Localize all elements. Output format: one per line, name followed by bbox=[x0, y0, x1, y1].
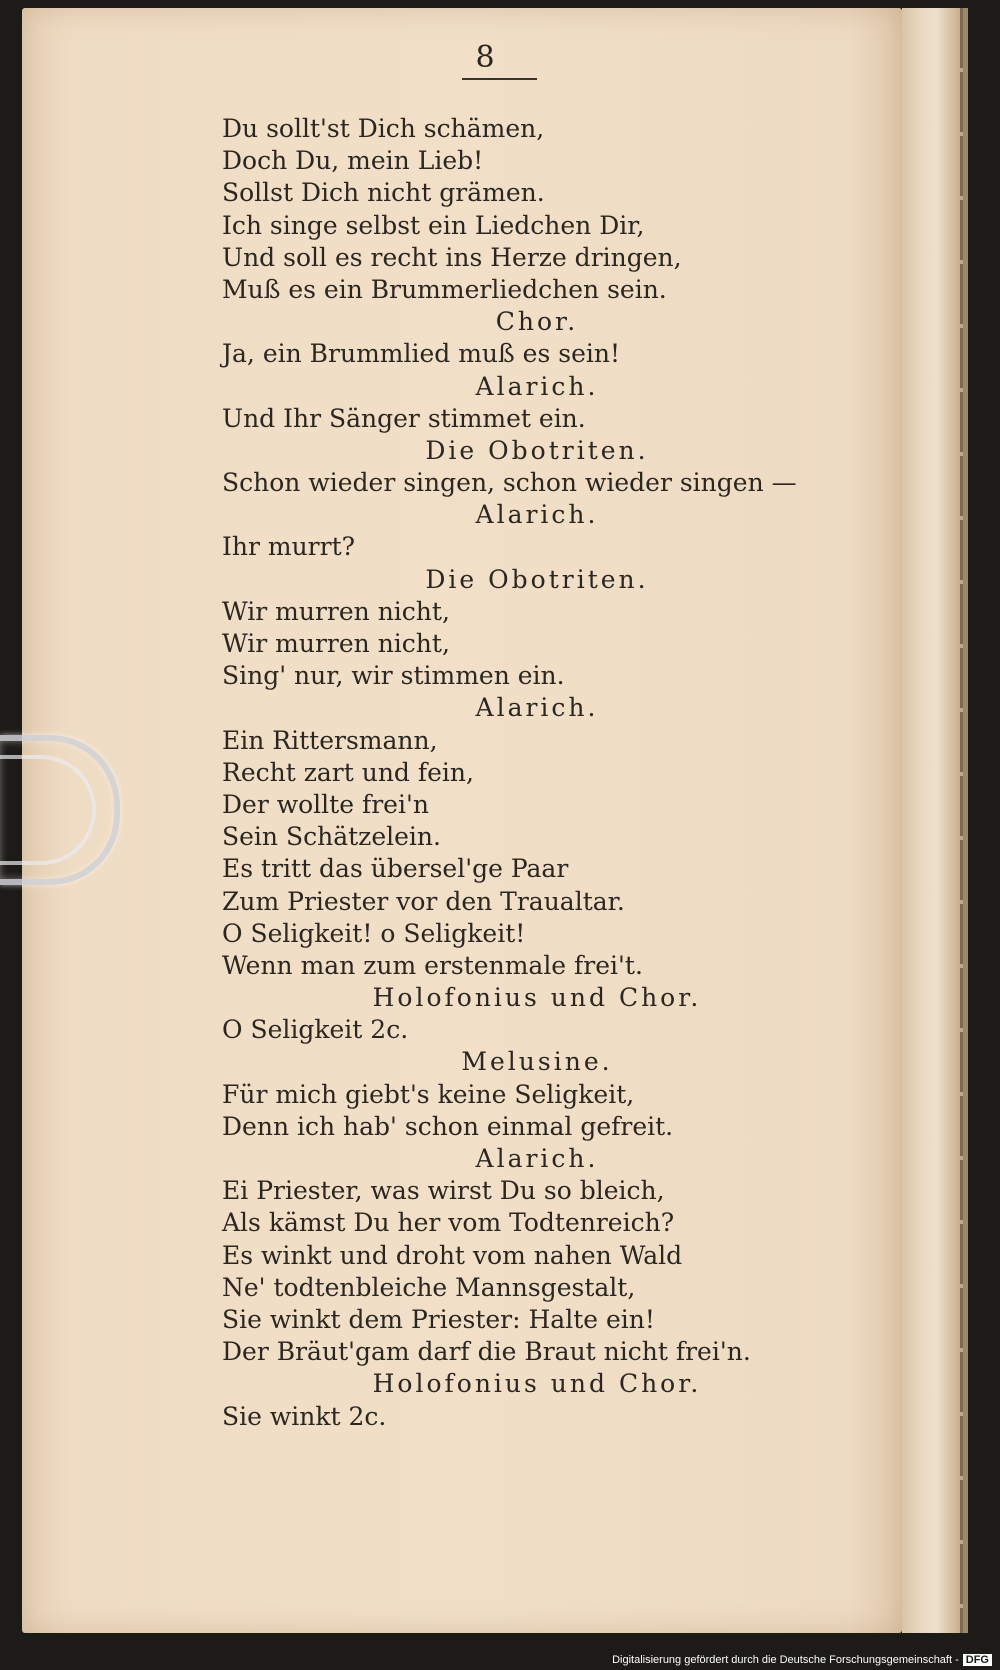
verse-line: Ei Priester, was wirst Du so bleich, bbox=[222, 1176, 665, 1206]
verse-text bbox=[222, 113, 797, 1433]
verse-line: Sollst Dich nicht grämen. bbox=[222, 178, 545, 208]
verse-line: Und Ihr Sänger stimmet ein. bbox=[222, 403, 586, 433]
verse-line: Wir murren nicht, bbox=[222, 596, 450, 626]
verse-line: Wir murren nicht, bbox=[222, 629, 450, 658]
speaker-name: Melusine. bbox=[461, 1047, 613, 1077]
footer-text: Digitalisierung gefördert durch die Deutsche Forschungsgemeinschaft - bbox=[612, 1654, 959, 1666]
verse-line: Zum Priester vor den Traualtar. bbox=[222, 886, 625, 916]
verse-line: Du sollt'st Dich schämen, bbox=[222, 114, 545, 143]
verse-line: Sing' nur, wir stimmen ein. bbox=[222, 661, 565, 691]
dfg-logo: DFG bbox=[963, 1654, 992, 1666]
footer-credit bbox=[612, 1654, 992, 1666]
speaker-name: Alarich. bbox=[475, 693, 599, 723]
verse-line: Für mich giebt's keine Seligkeit, bbox=[222, 1079, 635, 1109]
verse-line: Ne' todtenbleiche Mannsgestalt, bbox=[222, 1272, 636, 1302]
verse-line: Schon wieder singen, schon wieder singen — bbox=[222, 468, 797, 498]
verse-line: Ich singe selbst ein Liedchen Dir, bbox=[222, 210, 645, 240]
speaker-name: Alarich. bbox=[475, 1144, 599, 1173]
verse-line: O Seligkeit 2c. bbox=[222, 1015, 409, 1045]
verse-line: Doch Du, mein Lieb! bbox=[222, 146, 484, 176]
verse-line: Sie winkt 2c. bbox=[222, 1401, 387, 1431]
speaker-name: Die Obotriten. bbox=[425, 564, 649, 594]
speaker-name: Alarich. bbox=[475, 371, 599, 401]
verse-line: Und soll es recht ins Herze dringen, bbox=[222, 242, 682, 272]
verse-line: Sein Schätzelein. bbox=[222, 822, 441, 852]
page-number-rule bbox=[462, 78, 537, 80]
verse-line: Es winkt und droht vom nahen Wald bbox=[222, 1240, 683, 1270]
verse-line: Es tritt das übersel'ge Paar bbox=[222, 854, 569, 884]
verse-line: Denn ich hab' schon einmal gefreit. bbox=[222, 1111, 674, 1141]
page-number: 8 bbox=[475, 40, 495, 75]
verse-line: Recht zart und fein, bbox=[222, 757, 474, 787]
verse-line: Sie winkt dem Priester: Halte ein! bbox=[222, 1304, 655, 1334]
verse-line: Ein Rittersmann, bbox=[222, 725, 438, 755]
speaker-name: Holofonius und Chor. bbox=[372, 1369, 702, 1399]
verse-line: Ihr murrt? bbox=[222, 532, 356, 562]
verse-line: Der wollte frei'n bbox=[222, 789, 429, 819]
speaker-name: Chor. bbox=[495, 307, 579, 337]
verse-line: Muß es ein Brummerliedchen sein. bbox=[222, 274, 667, 304]
verse-line: Als kämst Du her vom Todtenreich? bbox=[222, 1208, 675, 1238]
verse-line: Ja, ein Brummlied muß es sein! bbox=[222, 339, 621, 369]
speaker-name: Alarich. bbox=[475, 500, 599, 530]
page-edge bbox=[902, 8, 964, 1633]
verse-line: Der Bräut'gam darf die Braut nicht frei'n. bbox=[222, 1337, 751, 1367]
speaker-name: Holofonius und Chor. bbox=[372, 983, 702, 1013]
book-spine bbox=[960, 8, 963, 1633]
verse-line: Wenn man zum erstenmale frei't. bbox=[222, 950, 643, 980]
speaker-name: Die Obotriten. bbox=[425, 435, 649, 465]
verse-line: O Seligkeit! o Seligkeit! bbox=[222, 918, 526, 948]
